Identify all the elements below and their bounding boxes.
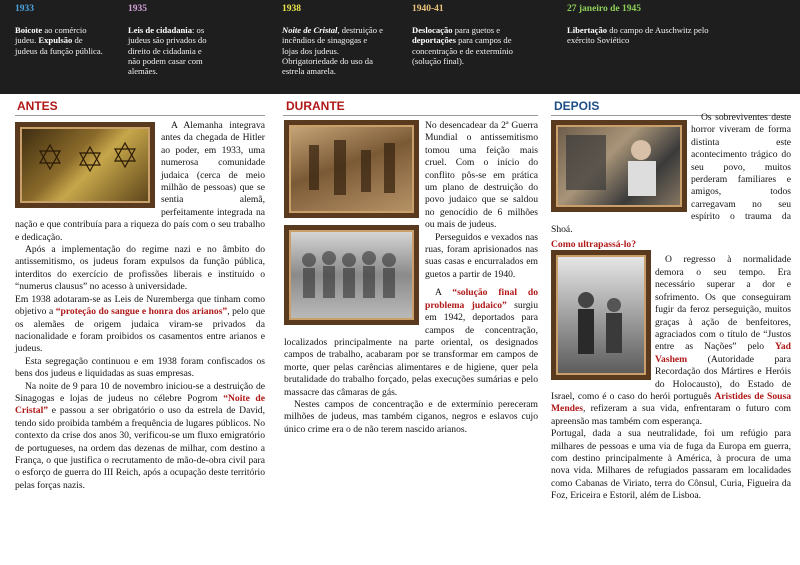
divider <box>15 115 265 116</box>
antes-text: A Alemanha integrava antes da chegada de Hitler ao poder, em 1933, uma numerosa comunidade judaica (cerca de meio milhão de pessoas) que se sentia alemã, perfeitamente integrada na nação e que contribuía para a riqueza do país com o seu trabalho e dedicação. Após a implementação do regime nazi e no âmbito do antissemitismo, os judeus foram expulsos da função pública, interditos do exercício de profissões liberais e instituído o “numerus clausus” no acesso à universidade. Em 1938 adotaram-se as Leis de Nuremberga que tinham como objetivo a “proteção do sangue e honra dos arianos”, pelo que os alemães de origem judaica viram-se privados da nacionalidade e foram proibidos os casamentos entre arianos e judeus. Esta segregação continuou e em 1938 foram confiscados os bens dos judeus e liquidadas as suas empresas. Na noite de 9 para 10 de novembro iniciou-se a destruição de Sinagogas e lojas de judeus no célebre Pogrom “Noite de Cristal” e passou a ser obrigatório o uso da estrela de David, tendo sido proibida também a frequência de lugares públicos. No contexto da crise dos anos 30, verificou-se um fluxo emigratório de portugueses, na ordem das dezenas de milhar, com destino a França, o que justifica o recrutamento de mão-de-obra civil para o esforço de guerra do III Reich, após a ocupação deste território pelas forças nazis. <box>15 120 265 491</box>
section-title-antes: ANTES <box>17 99 58 113</box>
timeline-item-1945: 27 janeiro de 1945 Libertação do campo de Auschwitz pelo exército Soviético <box>567 4 709 46</box>
depois-text: Os sobreviventes deste horror viveram de forma distinta este acontecimento trágico do seu povo, muitos perderam familiares e amigos, todos carregavam no seu espírito o trauma da Shoá. Como ultrapassá-lo? O regresso à normalidade demora o seu tempo. Era necessário superar a dor e sofrimento. Os que conseguiram fugir da feroz perseguição, muitos graças à ação de benfeitores, agraciados com o título de “Justos entre as Nações” pelo Yad Vashem (Autoridade para Recordação dos Mártires e Heróis do Holocausto), do Estado de Israel, como é o caso do herói português Aristides de Sousa Mendes, refizeram a sua vida, enfrentaram o futuro com apreensão mas também com esperança. Portugal, dada a sua neutralidade, foi um refúgio para milhares de pessoas e uma via de fuga da Europa em guerra, com destino principalmente à América, à procura de uma nova vida. Milhares de refugiados passaram em localidades como Cabanas de Viriato, terra do Cônsul, Curia, Figueira da Foz, Ericeira e Estoril, além de Lisboa. <box>551 112 791 502</box>
subheading: Como ultrapassá-lo? <box>551 239 637 251</box>
timeline-item-1938: 1938 Noite de Cristal, destruição e incêndios de sinagogas e lojas dos judeus. Obrigatoriedade do uso da estrela amarela. <box>282 4 383 77</box>
timeline-item-1935: 1935 Leis de cidadania: os judeus são privados do direito de cidadania e não podem casar com alemães. <box>128 4 207 77</box>
timeline-item-1940: 1940-41 Deslocação para guetos e deportações para campos de concentração e de extermínio (solução final). <box>412 4 513 66</box>
timeline-band <box>0 0 800 94</box>
timeline-item-1933: 1933 Boicote ao comércio judeu. Expulsão de judeus da função pública. <box>15 4 103 56</box>
section-title-durante: DURANTE <box>286 99 345 113</box>
divider <box>283 115 538 116</box>
section-title-depois: DEPOIS <box>554 99 600 113</box>
durante-text: No desencadear da 2ª Guerra Mundial o antissemitismo tomou uma feição mais cruel. Com o início do conflito pôs-se em prática um plano de destruição do povo judaico que se saldou no genocídio de 6 milhões ou mais de judeus. Perseguidos e vexados nas ruas, foram aprisionados nas suas casas e encurralados em guetos a partir de 1940. A “solução final do problema judaico” surgiu em 1942, deportados para campos de concentração, localizados principalmente na parte oriental, os designados campos de trabalho, acabaram por se transformar em campos de morte, quer pelas carências alimentares e de higiene, quer pela brutalidade do trabalho forçado, pelas execuções sumárias e pelo massacre das câmaras de gás. Nestes campos de concentração e de extermínio pereceram milhões de judeus, mas também ciganos, negros e eslavos cujo único crime era o de não terem nascido arianos. <box>284 120 538 435</box>
